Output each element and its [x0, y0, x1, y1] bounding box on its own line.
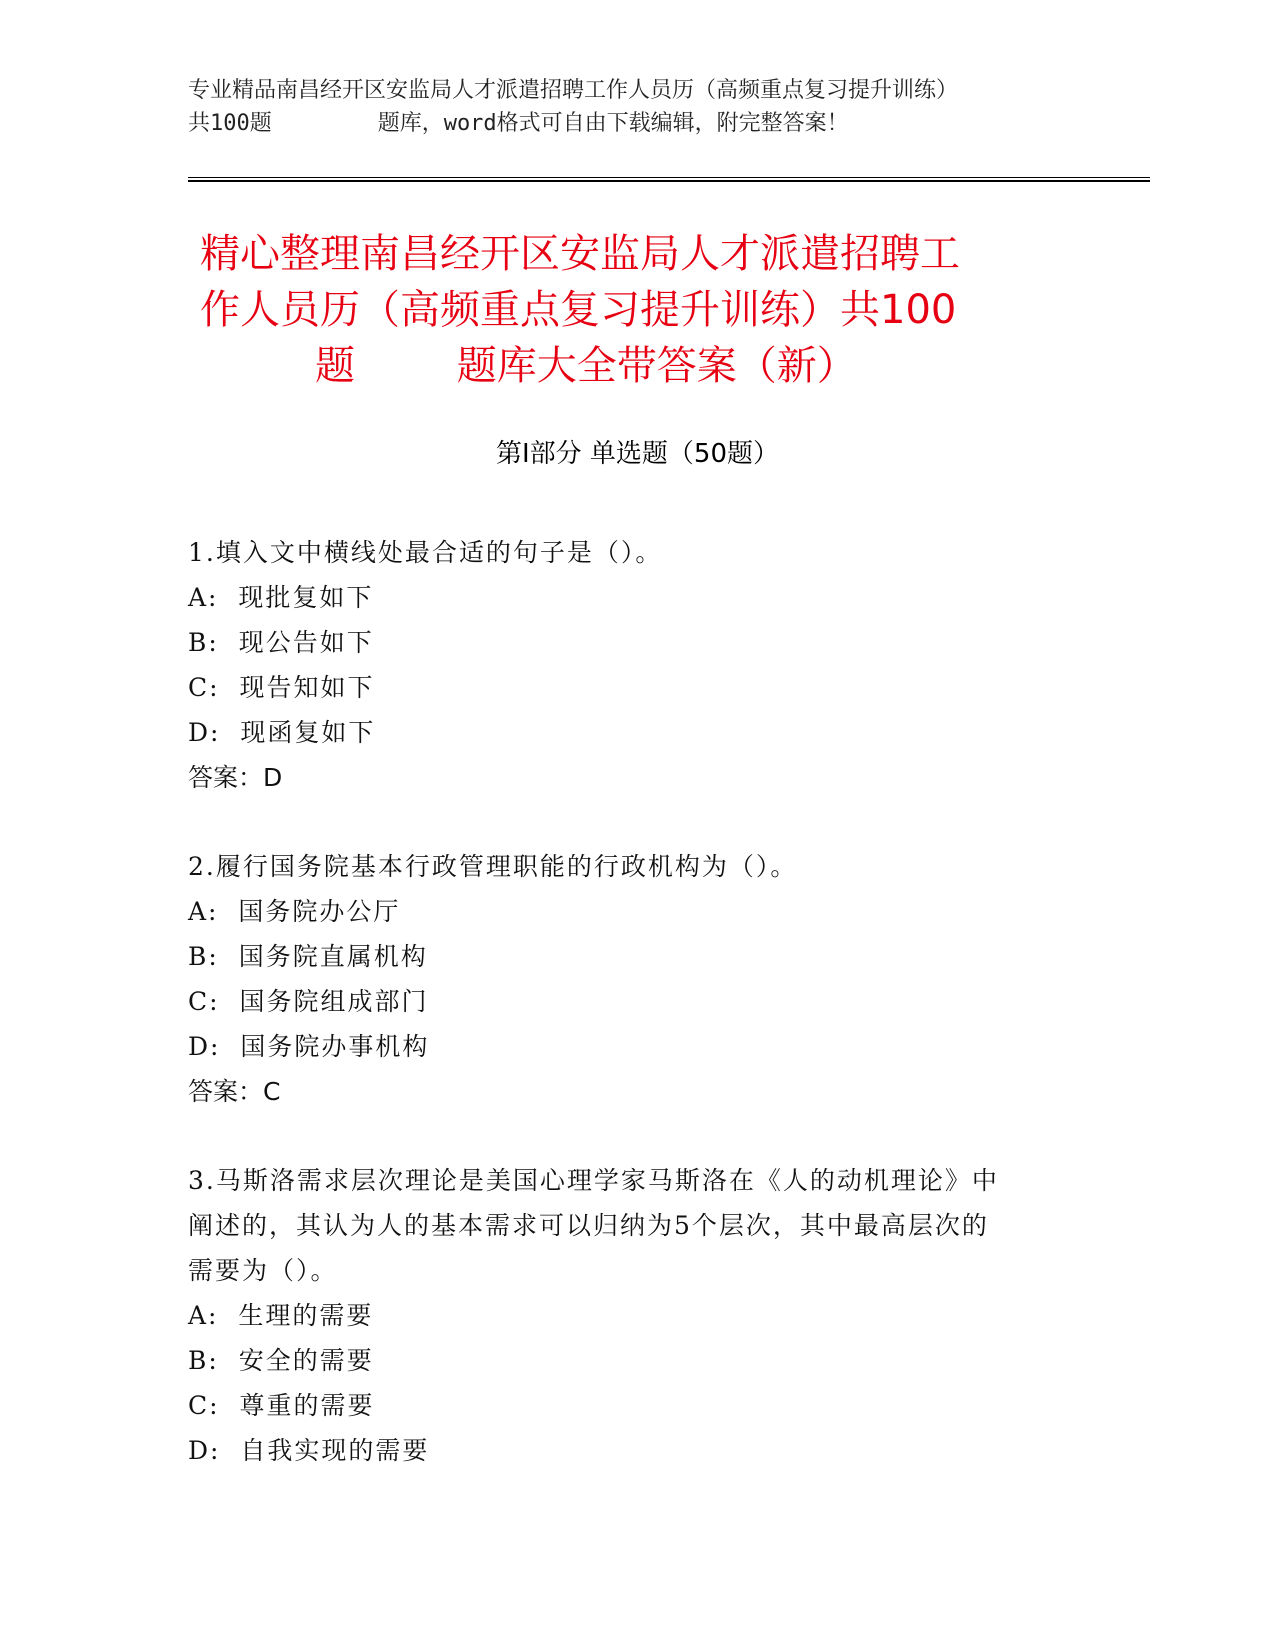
question-stem-line-1: 3.马斯洛需求层次理论是美国心理学家马斯洛在《人的动机理论》中: [188, 1166, 999, 1195]
option-d: D: 现函复如下: [188, 718, 376, 747]
question-stem: 2.履行国务院基本行政管理职能的行政机构为（）。: [188, 852, 798, 881]
header-divider-thick: [188, 180, 1150, 182]
option-a: A: 现批复如下: [188, 583, 374, 612]
header-divider-thin: [188, 177, 1150, 178]
option-c: C: 现告知如下: [188, 673, 375, 702]
header-note-line-1: 专业精品南昌经开区安监局人才派遣招聘工作人员历（高频重点复习提升训练）: [188, 78, 959, 103]
question-2: [188, 844, 1088, 1114]
question-stem-line-3: 需要为（）。: [188, 1256, 338, 1285]
option-c: C: 国务院组成部门: [188, 987, 429, 1016]
question-3: [188, 1158, 1088, 1473]
option-c: C: 尊重的需要: [188, 1391, 375, 1420]
question-stem: 1.填入文中横线处最合适的句子是（）。: [188, 538, 663, 567]
option-b: B: 安全的需要: [188, 1346, 374, 1375]
option-a: A: 国务院办公厅: [188, 897, 401, 926]
question-1: [188, 530, 1088, 800]
question-stem-line-2: 阐述的，其认为人的基本需求可以归纳为5个层次，其中最高层次的: [188, 1211, 989, 1240]
answer-line: 答案：C: [188, 1077, 281, 1106]
document-title-line-3: 题 题库大全带答案（新）: [315, 343, 857, 389]
answer-line: 答案：D: [188, 763, 283, 792]
header-note-line-2: 共100题 题库，word格式可自由下载编辑，附完整答案！: [188, 111, 849, 136]
document-title: [200, 226, 1080, 394]
option-d: D: 自我实现的需要: [188, 1436, 430, 1465]
option-a: A: 生理的需要: [188, 1301, 374, 1330]
option-b: B: 国务院直属机构: [188, 942, 428, 971]
section-heading: 第Ⅰ部分 单选题（50题）: [495, 439, 780, 469]
question-list: [188, 530, 1088, 1517]
document-title-line-1: 精心整理南昌经开区安监局人才派遣招聘工: [200, 231, 960, 277]
document-title-line-2: 作人员历（高频重点复习提升训练）共100: [200, 287, 957, 333]
option-d: D: 国务院办事机构: [188, 1032, 430, 1061]
header-note: [188, 74, 1148, 140]
option-b: B: 现公告如下: [188, 628, 374, 657]
